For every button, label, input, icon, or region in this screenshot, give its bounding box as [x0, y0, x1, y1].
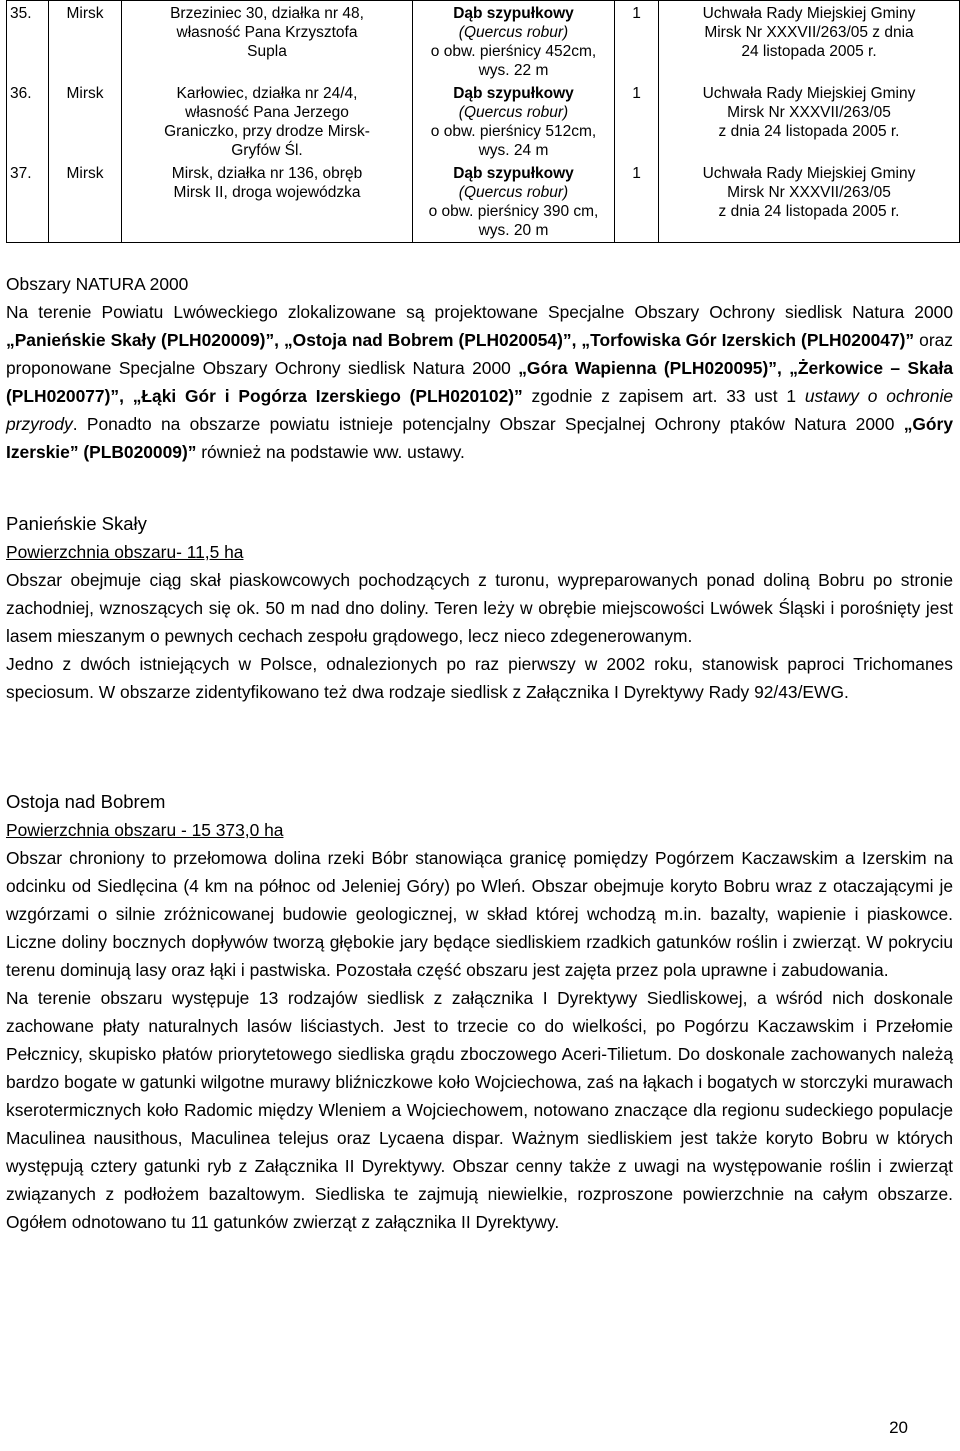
location-cell: [122, 1, 413, 83]
gmina-cell: Mirsk: [49, 162, 122, 243]
size-line: o obw. pierśnicy 452cm,: [430, 43, 597, 60]
act-line: Mirsk Nr XXXVII/263/05 z dnia: [704, 24, 914, 41]
panienskie-skaly-paragraph-1: Obszar obejmuje ciąg skał piaskowcowych pochodzących z turonu, wypreparowanych ponad doliną Bobru po stronie zachodniej, wznoszących się ok. 50 m nad dno doliny. Teren leży w obrębie miejscowości Lwówek Śląski i porośnięty jest lasem mieszanym o pewnych cechach zespołu grądowego, lecz nieco zdegenerowanym.: [6, 570, 953, 646]
ostoja-heading: Ostoja nad Bobrem: [6, 791, 166, 812]
natura-heading: Obszary NATURA 2000: [6, 274, 189, 294]
natura-sites-b: „Góra Wapienna (PLH020095)”, „Żerkowice – Skała (PLH020077)”, „Łąki Gór i Pogórza Izerskiego (PLH020102)”: [6, 358, 953, 406]
count-cell: 1: [615, 82, 659, 162]
gmina-cell: Mirsk: [49, 82, 122, 162]
natura-paragraph: [6, 298, 953, 466]
natura-text-e: zgodnie z zapisem art. 33 ust 1: [522, 386, 805, 406]
species-latin: (Quercus robur): [458, 24, 569, 41]
row-number: 37.: [7, 162, 49, 243]
count-cell: 1: [615, 162, 659, 243]
natura-text-a: Na terenie Powiatu Lwóweckiego zlokalizowane są projektowane Specjalne Obszary Ochrony siedlisk Natura 2000: [6, 302, 953, 322]
location-line: Brzeziniec 30, działka nr 48,: [170, 5, 364, 22]
location-line: Supla: [247, 43, 287, 60]
species-name: Dąb szypułkowy: [453, 85, 574, 102]
natura-section: [6, 270, 953, 466]
natura-text-g: . Ponadto na obszarze powiatu istnieje potencjalny Obszar Specjalnej Ochrony ptaków Natura 2000: [72, 414, 904, 434]
row-number: 36.: [7, 82, 49, 162]
table-row: [7, 82, 960, 162]
ostoja-paragraph-1: Obszar chroniony to przełomowa dolina rzeki Bóbr stanowiąca granicę pomiędzy Pogórzem Kaczawskim a Izerskim na odcinku od Siedlęcina (4 km na północ od Jeleniej Góry) po Wleń. Obszar obejmuje koryto Bobru wraz z otaczającymi je wzgórzami o silnie zróżnicowanej budowie geologicznej, w skład której wchodzą m.in. bazalty, wapienie i piaskowce. Liczne doliny bocznych dopływów tworzą głębokie jary będące siedliskiem rzadkich gatunków roślin i zwierząt. W pokryciu terenu dominują lasy oraz łąki i pastwiska. Pozostała część obszaru jest zajęta przez pola uprawne i zabudowania.: [6, 848, 953, 980]
page-number: 20: [889, 1418, 908, 1437]
panienskie-skaly-section: [6, 510, 953, 706]
act-cell: [659, 162, 960, 243]
panienskie-skaly-area: Powierzchnia obszaru- 11,5 ha: [6, 542, 244, 562]
location-line: Gryfów Śl.: [231, 142, 303, 159]
ostoja-paragraph-2: Na terenie obszaru występuje 13 rodzajów siedlisk z załącznika I Dyrektywy Siedliskowej, a wśród nich doskonale zachowane płaty naturalnych lasów liściastych. Jest to trzecie co do wielkości, po Pogórzu Kaczawskim i Przełomie Pełcznicy, skupisko płatów priorytetowego siedliska grądu zboczowego Aceri-Tilietum. Do doskonale zachowanych należą bardzo bogate w gatunki wilgotne murawy bliźniczkowe koło Wojciechowa, zaś na łąkach i bogatych w storczyki murawach kserotermicznych koło Radomic między Wleniem a Wojciechowem, notowano znaczące dla regionu sudeckiego populacje Maculinea nausithous, Maculinea telejus oraz Lycaena dispar. Ważnym siedliskiem jest także koryto Bobru w których występują cztery gatunki ryb z Załącznika II Dyrektywy. Obszar cenny także z uwagi na występowanie roślin i zwierząt związanych z podłożem bazaltowym. Siedliska te zajmują niewielkie, rozproszone powierzchnie na całym obszarze. Ogółem odnotowano tu 11 gatunków zwierząt z załącznika II Dyrektywy.: [6, 988, 953, 1232]
natura-sites-a: „Panieńskie Skały (PLH020009)”, „Ostoja nad Bobrem (PLH020054)”, „Torfowiska Gór Izerskich (PLH020047)”: [6, 330, 915, 350]
location-line: Graniczko, przy drodze Mirsk-: [164, 123, 370, 140]
row-number: 35.: [7, 1, 49, 83]
species-latin: (Quercus robur): [458, 104, 569, 121]
table-row: [7, 1, 960, 83]
act-line: Uchwała Rady Miejskiej Gminy: [702, 165, 916, 182]
location-line: Karłowiec, działka nr 24/4,: [176, 85, 358, 102]
act-line: z dnia 24 listopada 2005 r.: [718, 123, 900, 140]
act-line: Mirsk Nr XXXVII/263/05: [727, 184, 891, 201]
natura-bird-site: „Góry Izerskie” (PLB020009)”: [6, 414, 953, 462]
location-line: własność Pana Jerzego: [185, 104, 349, 121]
panienskie-skaly-heading: Panieńskie Skały: [6, 513, 147, 534]
location-line: własność Pana Krzysztofa: [176, 24, 358, 41]
act-line: Mirsk Nr XXXVII/263/05: [727, 104, 891, 121]
natura-text-c: oraz proponowane Specjalne Obszary Ochrony siedlisk Natura 2000: [6, 330, 953, 378]
panienskie-skaly-paragraph-2: Jedno z dwóch istniejących w Polsce, odnalezionych po raz pierwszy w 2002 roku, stanowisk paproci Trichomanes speciosum. W obszarze zidentyfikowano też dwa rodzaje siedlisk z Załącznika I Dyrektywy Rady 92/43/EWG.: [6, 654, 953, 702]
natura-act-ref: ustawy o ochronie przyrody: [6, 386, 953, 434]
ostoja-section: [6, 788, 953, 1236]
species-cell: [413, 82, 615, 162]
act-line: z dnia 24 listopada 2005 r.: [718, 203, 900, 220]
act-line: 24 listopada 2005 r.: [741, 43, 877, 60]
size-line: o obw. pierśnicy 390 cm,: [428, 203, 599, 220]
act-cell: [659, 1, 960, 83]
table-row: [7, 162, 960, 243]
species-cell: [413, 162, 615, 243]
size-line: wys. 24 m: [478, 142, 549, 159]
species-name: Dąb szypułkowy: [453, 5, 574, 22]
act-cell: [659, 82, 960, 162]
species-latin: (Quercus robur): [458, 184, 569, 201]
size-line: wys. 22 m: [478, 62, 549, 79]
location-line: Mirsk II, droga wojewódzka: [173, 184, 361, 201]
location-cell: [122, 162, 413, 243]
count-cell: 1: [615, 1, 659, 83]
ostoja-area: Powierzchnia obszaru - 15 373,0 ha: [6, 820, 284, 840]
monuments-table: [6, 0, 960, 243]
gmina-cell: Mirsk: [49, 1, 122, 83]
natura-text-i: również na podstawie ww. ustawy.: [196, 442, 465, 462]
location-cell: [122, 82, 413, 162]
species-name: Dąb szypułkowy: [453, 165, 574, 182]
act-line: Uchwała Rady Miejskiej Gminy: [702, 5, 916, 22]
size-line: o obw. pierśnicy 512cm,: [430, 123, 597, 140]
act-line: Uchwała Rady Miejskiej Gminy: [702, 85, 916, 102]
size-line: wys. 20 m: [478, 222, 549, 239]
location-line: Mirsk, działka nr 136, obręb: [171, 165, 363, 182]
species-cell: [413, 1, 615, 83]
